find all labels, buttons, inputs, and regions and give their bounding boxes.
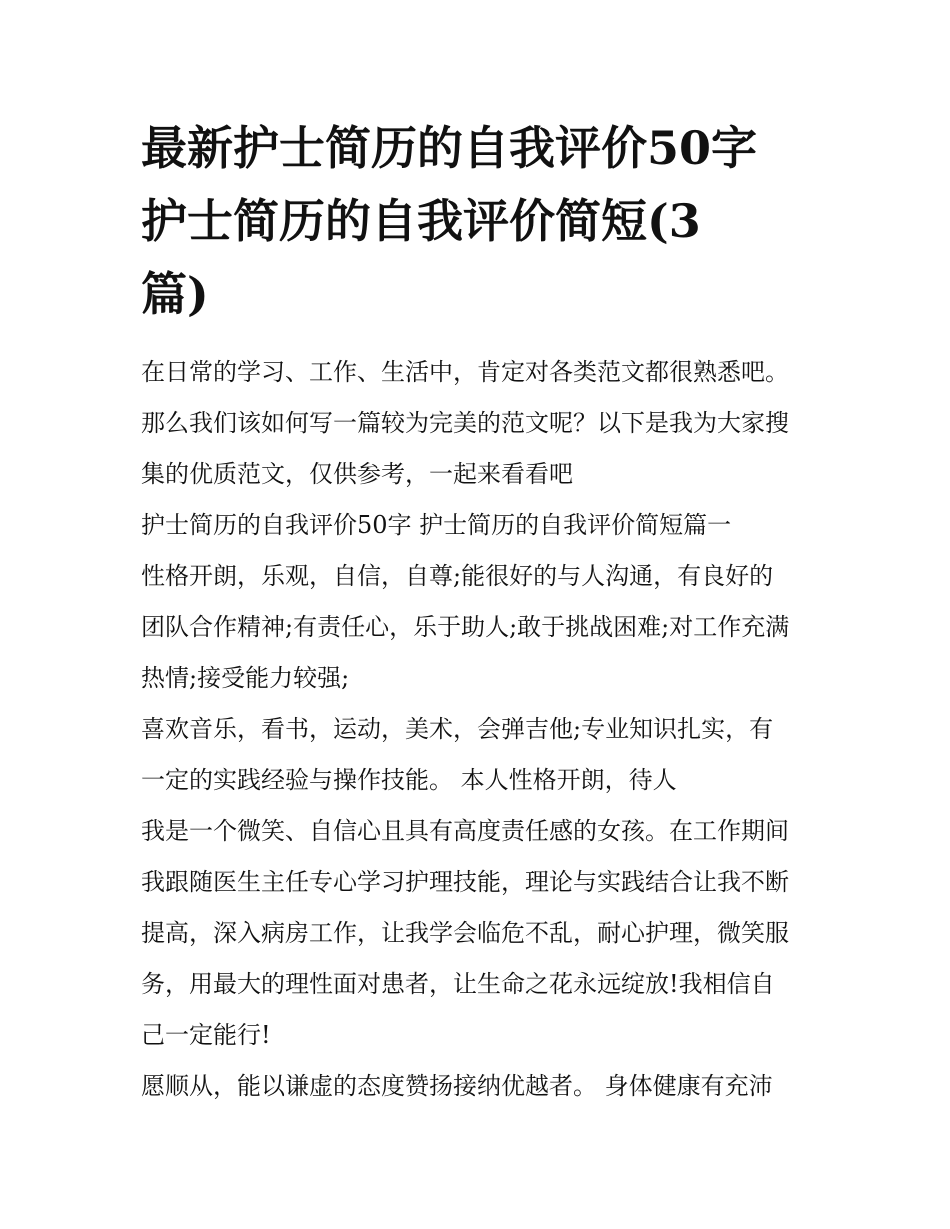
body-paragraph <box>141 1061 821 1112</box>
title-line: 护士简历的自我评价简短(3 <box>141 194 701 248</box>
text-line: 己一定能行! <box>141 1021 271 1049</box>
text-line: 愿顺从，能以谦虚的态度赞扬接纳优越者。 身体健康有充沛 <box>141 1072 773 1100</box>
text-line: 团队合作精神;有责任心，乐于助人;敢于挑战困难;对工作充满 <box>141 613 790 641</box>
title-line: 最新护士简历的自我评价50字 <box>141 121 758 175</box>
text-line: 护士简历的自我评价50字 护士简历的自我评价简短篇一 <box>141 511 732 539</box>
title-line: 篇) <box>141 267 209 321</box>
text-line: 集的优质范文，仅供参考，一起来看看吧 <box>141 460 573 488</box>
text-line: 务，用最大的理性面对患者，让生命之花永远绽放!我相信自 <box>141 970 775 998</box>
text-line: 热情;接受能力较强; <box>141 664 350 692</box>
text-line: 一定的实践经验与操作技能。 本人性格开朗，待人 <box>141 766 677 794</box>
text-line: 性格开朗，乐观，自信，自尊;能很好的与人沟通，有良好的 <box>141 562 774 590</box>
intro-paragraph <box>141 347 821 500</box>
body-paragraph <box>141 806 821 1061</box>
section-heading <box>141 500 821 551</box>
text-line: 提高，深入病房工作，让我学会临危不乱，耐心护理，微笑服 <box>141 919 789 947</box>
text-line: 在日常的学习、工作、生活中，肯定对各类范文都很熟悉吧。 <box>141 358 789 386</box>
document-page <box>141 112 821 1112</box>
document-title <box>141 112 821 331</box>
body-paragraph <box>141 704 821 806</box>
body-paragraph <box>141 551 821 704</box>
text-line: 我跟随医生主任专心学习护理技能，理论与实践结合让我不断 <box>141 868 789 896</box>
text-line: 喜欢音乐，看书，运动，美术，会弹吉他;专业知识扎实，有 <box>141 715 774 743</box>
document-body <box>141 347 821 1112</box>
text-line: 那么我们该如何写一篇较为完美的范文呢？以下是我为大家搜 <box>141 409 789 437</box>
text-line: 我是一个微笑、自信心且具有高度责任感的女孩。在工作期间 <box>141 817 789 845</box>
